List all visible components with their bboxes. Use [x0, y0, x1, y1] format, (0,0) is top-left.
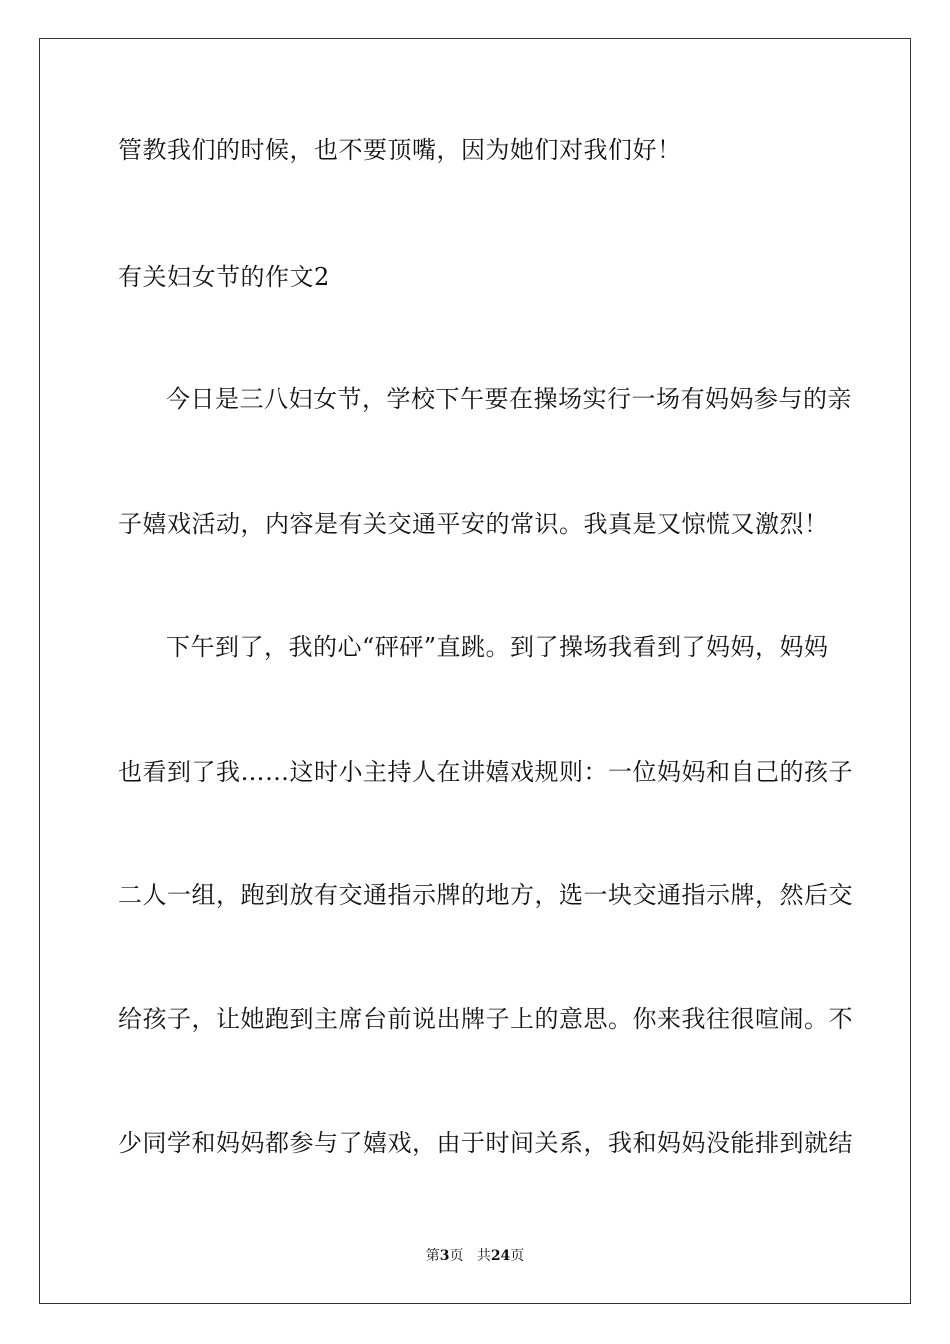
total-prefix: 共	[476, 1248, 491, 1264]
total-pages: 24	[490, 1248, 511, 1264]
page-footer	[0, 1246, 950, 1266]
total-suffix: 页	[510, 1248, 525, 1264]
body-line-1: 管教我们的时候，也不要顶嘴，因为她们对我们好！	[118, 136, 682, 164]
body-line-8: 给孩子，让她跑到主席台前说出牌子上的意思。你来我往很喧闹。不	[118, 1005, 853, 1033]
body-line-9: 少同学和妈妈都参与了嬉戏，由于时间关系，我和妈妈没能排到就结	[118, 1129, 853, 1157]
body-line-6: 也看到了我……这时小主持人在讲嬉戏规则：一位妈妈和自己的孩子	[118, 758, 853, 786]
body-line-7: 二人一组，跑到放有交通指示牌的地方，选一块交通指示牌，然后交	[118, 881, 853, 909]
body-line-3: 今日是三八妇女节，学校下午要在操场实行一场有妈妈参与的亲	[166, 385, 852, 413]
page-border	[39, 38, 911, 1304]
body-line-5: 下午到了，我的心“砰砰”直跳。到了操场我看到了妈妈，妈妈	[166, 633, 829, 661]
page-number: 3	[439, 1248, 450, 1264]
section-heading: 有关妇女节的作文2	[118, 263, 330, 291]
body-line-4: 子嬉戏活动，内容是有关交通平安的常识。我真是又惊慌又激烈！	[118, 510, 829, 538]
page-prefix: 第	[425, 1248, 440, 1264]
page-suffix: 页	[449, 1248, 464, 1264]
